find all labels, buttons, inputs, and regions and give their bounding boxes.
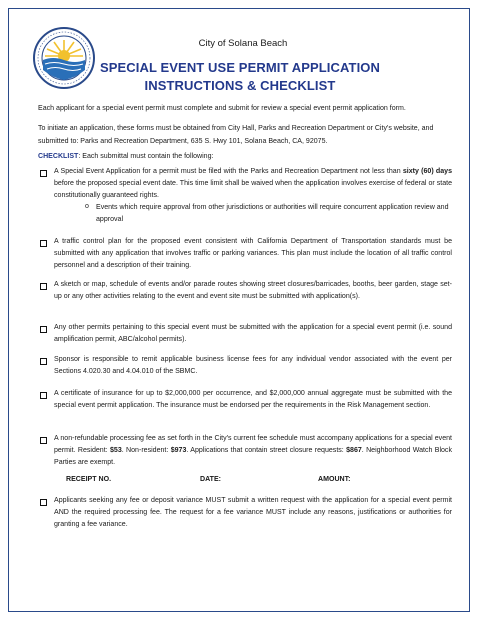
checkbox-processing-fee[interactable] bbox=[40, 437, 47, 444]
checkbox-other-permits[interactable] bbox=[40, 326, 47, 333]
item-text: A Special Event Application for a permit must be filed with the Parks and Recreation Department not less than bbox=[54, 168, 403, 175]
checklist-item-other-permits: Any other permits pertaining to this special event must be submitted with the application for a special event permit (i.e. sound amplification permit, ABC/alcohol permits). bbox=[54, 324, 452, 344]
checklist-heading bbox=[38, 151, 452, 162]
receipt-date-label: DATE: bbox=[200, 476, 222, 483]
page-subtitle: INSTRUCTIONS & CHECKLIST bbox=[144, 78, 336, 93]
item-text: . Non-resident: bbox=[121, 447, 171, 455]
sub-item-other-approvals: Events which require approval from other jurisdictions or authorities will require concurrent application review and approval bbox=[96, 204, 449, 224]
deadline-emphasis: sixty (60) days bbox=[402, 168, 452, 175]
receipt-amount-label: AMOUNT: bbox=[318, 476, 351, 483]
page-title: SPECIAL EVENT USE PERMIT APPLICATION bbox=[99, 60, 380, 75]
item-text: . Neighborhood Watch Block Parties are exempt. bbox=[54, 447, 452, 467]
fee-street-closure: $867 bbox=[346, 447, 362, 455]
intro-paragraph-2: To initiate an application, these forms must be obtained from City Hall, Parks and Recreation Department or City's website, and submitted to: Parks and Recreation Department, 635 S. Hwy 101, Solana Beach, CA, 92075. bbox=[38, 125, 434, 145]
item-text: before the proposed special event date. This time limit shall be waived when the application involves exercise of federal or state constitutionally guaranteed rights. bbox=[54, 180, 452, 200]
checkbox-insurance[interactable] bbox=[40, 392, 47, 399]
intro-paragraph-1: Each applicant for a special event permit must complete and submit for review a special event permit application form. bbox=[38, 105, 406, 112]
bullet-icon: o bbox=[85, 203, 89, 210]
fee-non-resident: $973 bbox=[170, 447, 187, 455]
checkbox-site-map[interactable] bbox=[40, 283, 47, 290]
checklist-item-traffic-plan: A traffic control plan for the proposed event consistent with California Department of Transportation standards must be submitted with any application that involves traffic or parking variances. This plan must include the location of all traffic control personnel and a description of their training. bbox=[54, 238, 452, 270]
checklist-item-filing-deadline bbox=[54, 166, 452, 203]
checklist-label: CHECKLIST bbox=[38, 153, 79, 160]
checkbox-filing-deadline[interactable] bbox=[40, 170, 47, 177]
city-name: City of Solana Beach bbox=[198, 38, 288, 49]
checklist-item-fee-variance: Applicants seeking any fee or deposit variance MUST submit a written request with the application for a special event permit AND the required processing fee. The request for a fee variance MUST include any reasons, justifications or authorities for granting a fee variance. bbox=[54, 497, 452, 529]
checkbox-business-license[interactable] bbox=[40, 358, 47, 365]
checklist-item-processing-fee bbox=[54, 433, 452, 470]
checklist-item-insurance: A certificate of insurance for up to $2,000,000 per occurrence, and $2,000,000 annual aggregate must be submitted with the special event permit application. The insurance must be endorsed per the requirements in the Risk Management section. bbox=[54, 390, 452, 410]
checklist-item-site-map: A sketch or map, schedule of events and/or parade routes showing street closures/barricades, booths, beer garden, stage set-up or any other activities relating to the event and event site must be submitted with application(s). bbox=[54, 281, 452, 301]
checklist-item-business-license: Sponsor is responsible to remit applicable business license fees for any individual vendor associated with the event per Sections 4.020.30 and 4.04.010 of the SBMC. bbox=[54, 356, 452, 376]
checkbox-traffic-plan[interactable] bbox=[40, 240, 47, 247]
receipt-number-label: RECEIPT NO. bbox=[66, 476, 112, 483]
item-text: . Applications that contain street closure requests: bbox=[186, 447, 347, 455]
item-text: A non-refundable processing fee as set forth in the City's current fee schedule must accompany applications for a special event permit. Resident: bbox=[54, 435, 452, 455]
checklist-intro: : Each submittal must contain the following: bbox=[78, 153, 214, 160]
checkbox-fee-variance[interactable] bbox=[40, 499, 47, 506]
fee-resident: $53 bbox=[109, 447, 122, 455]
